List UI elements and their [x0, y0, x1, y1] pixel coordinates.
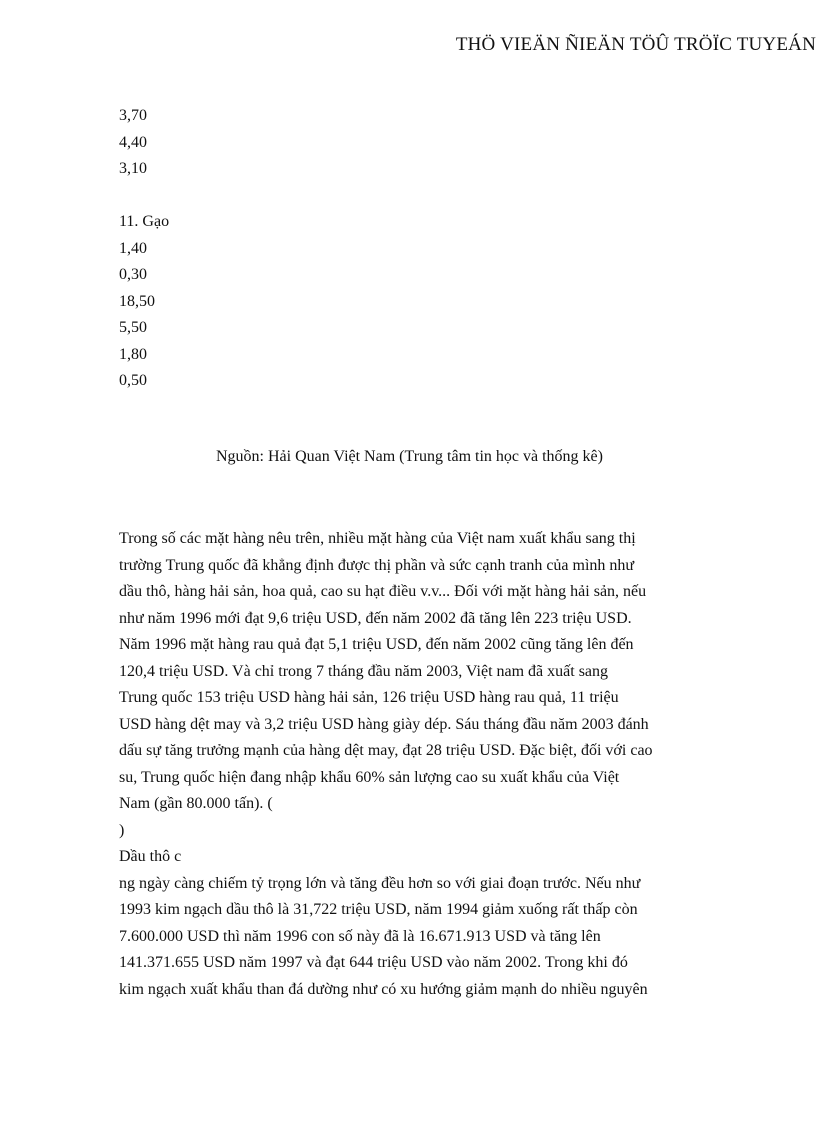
paragraph-line: kim ngạch xuất khẩu than đá dường như có xu hướng giảm mạnh do nhiều nguyên — [119, 980, 648, 998]
value-line: 18,50 — [119, 292, 155, 310]
source-note: Nguồn: Hải Quan Việt Nam (Trung tâm tin học và thống kê) — [216, 448, 603, 465]
value-line: 3,70 — [119, 107, 147, 124]
paragraph-line: 7.600.000 USD thì năm 1996 con số này đã là 16.671.913 USD và tăng lên — [119, 927, 601, 945]
paragraph-line: ) — [119, 821, 125, 839]
body-paragraph — [119, 526, 699, 1003]
value-line: 4,40 — [119, 133, 147, 151]
value-line: 1,40 — [119, 239, 147, 257]
paragraph-line: trường Trung quốc đã khẳng định được thị phần và sức cạnh tranh của mình như — [119, 556, 635, 574]
value-line: 0,30 — [119, 266, 147, 283]
paragraph-line: dầu thô, hàng hải sản, hoa quả, cao su hạt điều v.v... Đối với mặt hàng hải sản, nếu — [119, 583, 647, 600]
value-line: 1,80 — [119, 345, 147, 363]
paragraph-line: Trong số các mặt hàng nêu trên, nhiều mặt hàng của Việt nam xuất khẩu sang thị — [119, 530, 636, 547]
value-line: 5,50 — [119, 319, 147, 336]
value-line: 3,10 — [119, 160, 147, 177]
paragraph-line: ng ngày càng chiếm tỷ trọng lớn và tăng đều hơn so với giai đoạn trước. Nếu như — [119, 874, 641, 892]
paragraph-line: Trung quốc 153 triệu USD hàng hải sản, 126 triệu USD hàng rau quả, 11 triệu — [119, 689, 619, 706]
paragraph-line: USD hàng dệt may và 3,2 triệu USD hàng giày dép. Sáu tháng đầu năm 2003 đánh — [119, 715, 649, 733]
paragraph-line: Dầu thô c — [119, 848, 182, 865]
page-header-title: THÖ VIEÄN ÑIEÄN TÖÛ TRÖÏC TUYEÁN — [455, 34, 816, 55]
paragraph-line: su, Trung quốc hiện đang nhập khẩu 60% sản lượng cao su xuất khẩu của Việt — [119, 768, 620, 786]
spacer — [119, 183, 169, 210]
paragraph-line: 141.371.655 USD năm 1997 và đạt 644 triệu USD vào năm 2002. Trong khi đó — [119, 954, 628, 971]
section-label: 11. Gạo — [119, 213, 170, 230]
value-line: 0,50 — [119, 372, 147, 389]
paragraph-line: Nam (gần 80.000 tấn). ( — [119, 795, 273, 812]
paragraph-line: dấu sự tăng trưởng mạnh của hàng dệt may, đạt 28 triệu USD. Đặc biệt, đối với cao — [119, 742, 653, 759]
paragraph-line: 1993 kim ngạch dầu thô là 31,722 triệu USD, năm 1994 giảm xuống rất thấp còn — [119, 901, 638, 918]
numbers-list — [119, 103, 169, 395]
paragraph-line: 120,4 triệu USD. Và chỉ trong 7 tháng đầu năm 2003, Việt nam đã xuất sang — [119, 662, 609, 680]
paragraph-line: Năm 1996 mặt hàng rau quả đạt 5,1 triệu USD, đến năm 2002 cũng tăng lên đến — [119, 636, 634, 653]
paragraph-line: như năm 1996 mới đạt 9,6 triệu USD, đến năm 2002 đã tăng lên 223 triệu USD. — [119, 609, 632, 627]
